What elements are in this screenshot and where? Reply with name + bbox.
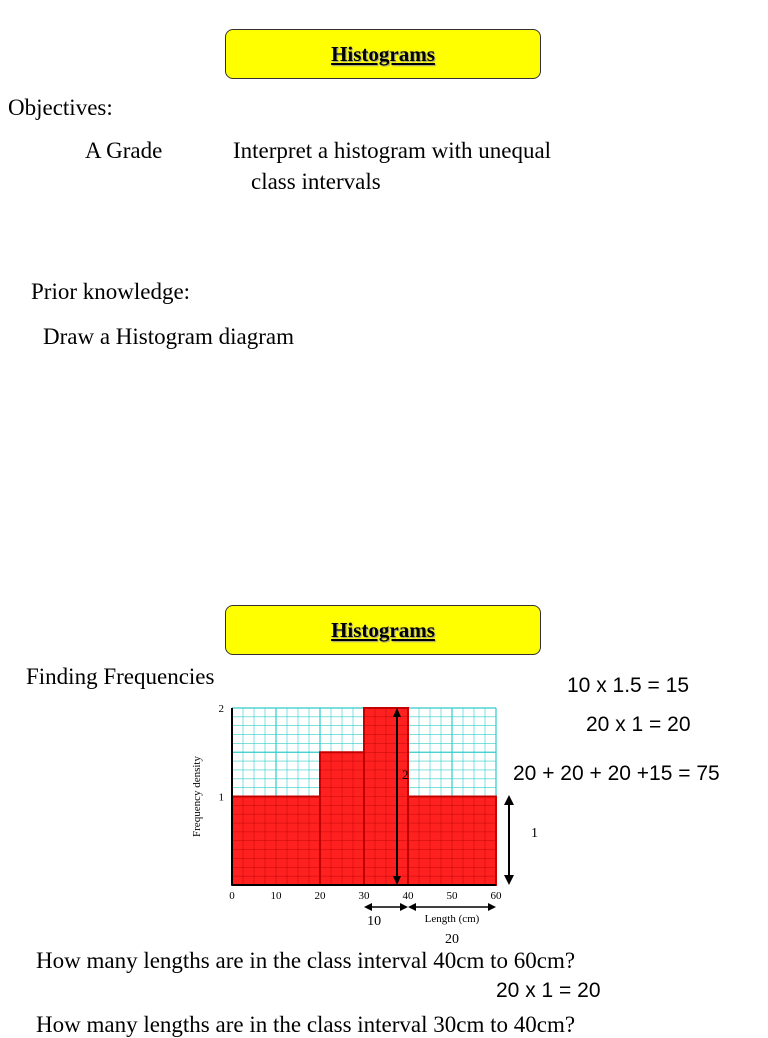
width-20-arrow-head-left [408,903,416,911]
question-1: How many lengths are in the class interval 40cm to 60cm? [36,948,576,973]
x-tick-label: 60 [490,890,502,902]
x-tick-label: 30 [358,890,370,902]
finding-frequencies-heading: Finding Frequencies [26,664,215,689]
slide1-title-box [225,29,541,79]
x-axis-label: Length (cm) [424,913,480,925]
width-10-arrow-head-right [400,903,408,911]
x-tick-label: 50 [446,890,458,902]
height-2-label: 2 [402,766,409,782]
x-tick-label: 0 [229,890,235,902]
slide1-title: Histograms [331,41,435,66]
objectives-label: Objectives: [8,95,113,120]
answer-1: 20 x 1 = 20 [496,979,601,1002]
height-1-arrow [500,795,550,885]
x-tick-label: 10 [270,890,282,902]
width-10-label: 10 [367,914,382,929]
prior-knowledge-label: Prior knowledge: [31,279,191,304]
width-20-label: 20 [445,932,459,947]
x-tick-label: 40 [402,890,414,902]
calc-line-1: 10 x 1.5 = 15 [567,674,690,697]
prior-knowledge-item: Draw a Histogram diagram [43,324,295,349]
x-tick-label: 20 [314,890,326,902]
height-1-label: 1 [531,826,538,841]
objective-line-2: class intervals [251,169,381,194]
question-2: How many lengths are in the class interval 30cm to 40cm? [36,1012,576,1037]
width-10-arrow-head-left [364,903,372,911]
objective-line-1: Interpret a histogram with unequal [233,138,552,163]
grade-label: A Grade [85,138,163,163]
slide2-title: Histograms [331,617,435,642]
calc-line-2: 20 x 1 = 20 [586,713,691,736]
width-20-arrow-head-right [488,903,496,911]
y-tick-label: 1 [218,791,224,804]
calc-line-3: 20 + 20 + 20 +15 = 75 [513,762,720,785]
slide2-title-box [225,605,541,655]
y-axis-label: Frequency density [191,756,203,837]
histogram-chart [180,695,510,950]
y-tick-label: 2 [218,703,224,715]
